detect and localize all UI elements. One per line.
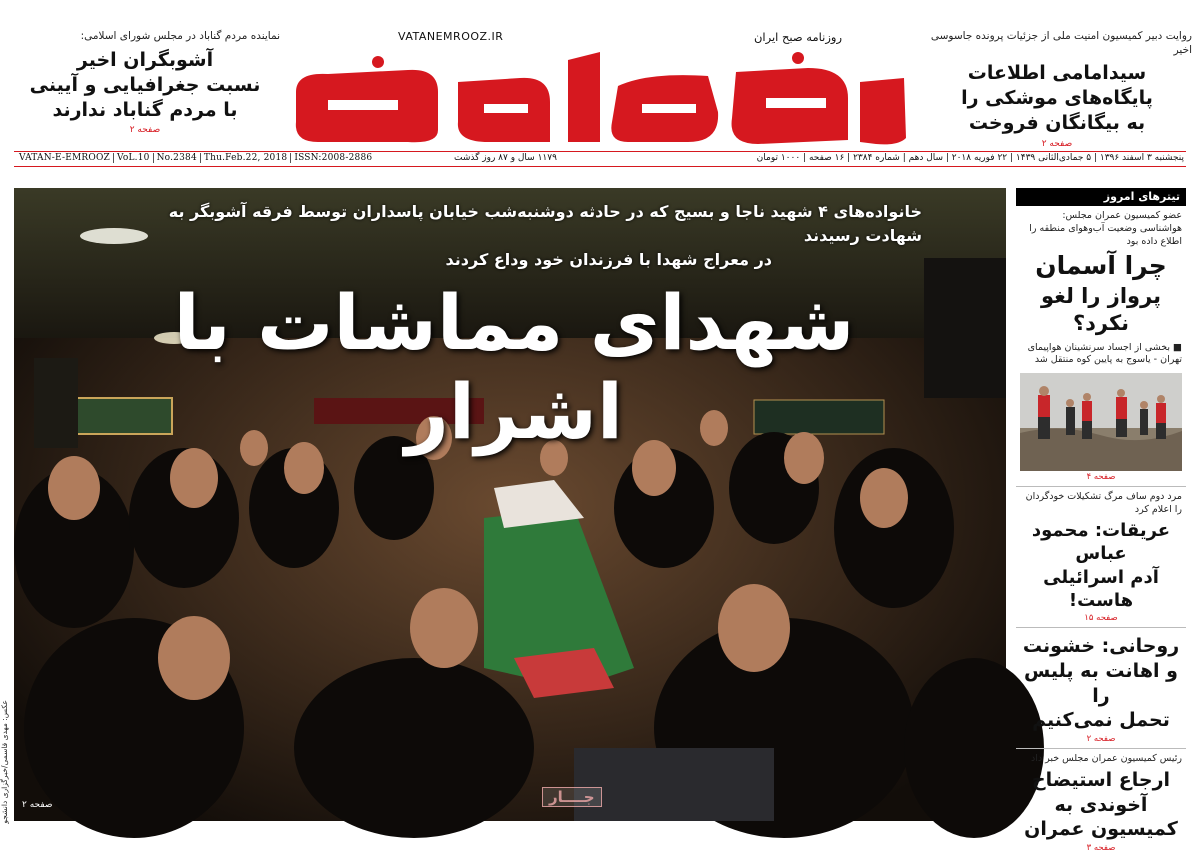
- sidebar-story-4[interactable]: [1016, 749, 1186, 857]
- sidebar-page: صفحه ۴: [1086, 472, 1116, 483]
- sidebar-story-3[interactable]: [1016, 628, 1186, 749]
- sidebar-page: صفحه ۳: [1086, 842, 1116, 853]
- sidebar-title: [1020, 250, 1182, 337]
- dateline-english: [16, 152, 375, 165]
- teaser-left-page: صفحه ۲: [129, 124, 161, 135]
- sidebar-title: [1020, 519, 1182, 613]
- sidebar-title-line: روحانی: خشونت: [1022, 635, 1180, 658]
- sidebar-story-2[interactable]: [1016, 487, 1186, 628]
- sidebar-header: تیترهای امروز: [1016, 188, 1186, 206]
- sidebar-kicker: رئیس کمیسیون عمران مجلس خبر داد: [1031, 753, 1182, 765]
- sidebar-page: صفحه ۱۵: [1084, 613, 1118, 624]
- dateline-en-item: ISSN:2008-2886: [294, 153, 373, 163]
- dateline-en-item: VATAN-E-EMROOZ: [16, 153, 114, 163]
- watermark-logo: جــــار: [542, 787, 602, 807]
- dateline-en-item: No.2384: [154, 153, 201, 163]
- teaser-right-line: پایگاه‌های موشکی را: [961, 87, 1153, 110]
- lead-line-2: در معراج شهدا با فرزندان خود وداع کردند: [445, 250, 772, 269]
- sidebar-title-line: و اهانت به پلیس را: [1024, 660, 1178, 707]
- dateline-en-item: VoL.10: [114, 153, 154, 163]
- teaser-left[interactable]: [10, 30, 280, 135]
- dateline-issue-count: ۱۱۷۹ سال و ۸۷ روز گذشت: [454, 153, 557, 163]
- teaser-right-kicker: روایت دبیر کمیسیون امنیت ملی از جزئیات پرونده جاسوسی اخیر: [930, 30, 1192, 56]
- dateline: [14, 151, 1186, 167]
- teaser-right-line: سیدامامی اطلاعات: [967, 62, 1147, 85]
- dateline-persian: پنجشنبه ۳ اسفند ۱۳۹۶ | ۵ جمادی‌الثانی ۱۴۳۹ | ۲۲ فوریه ۲۰۱۸ | سال دهم | شماره ۲۳۸۴ | ۱۶ صفحه | ۱۰۰۰ تومان: [756, 153, 1184, 163]
- masthead: [0, 0, 1200, 163]
- rescue-photo: [1020, 373, 1182, 471]
- teaser-left-kicker: نماینده مردم گناباد در مجلس شورای اسلامی:: [80, 30, 280, 42]
- sidebar-title-line: تحمل نمی‌کنیم: [1032, 709, 1170, 732]
- logo-wordmark: [288, 52, 912, 148]
- sidebar-bullet: ■ بخشی از اجساد سرنشینان هواپیمای تهران - یاسوج به پایین کوه منتقل شد: [1027, 341, 1182, 366]
- main-page-ref: صفحه ۲: [22, 800, 53, 810]
- sidebar-kicker: عضو کمیسیون عمران مجلس: هواشناسی وضعیت آب‌وهوای منطقه را اطلاع داده بود: [1029, 210, 1182, 247]
- sidebar-title-line: ارجاع استیضاح: [1031, 768, 1171, 791]
- teaser-left-line: نسبت جغرافیایی و آیینی: [29, 73, 261, 96]
- logo-subtitle: روزنامه صبح ایران: [753, 30, 842, 44]
- teaser-left-line: با مردم گناباد ندارند: [52, 98, 238, 121]
- newspaper-logo[interactable]: [288, 8, 912, 148]
- sidebar-title-line: چرا آسمان: [1035, 251, 1167, 281]
- sidebar-title-line: کمیسیون عمران: [1024, 818, 1178, 841]
- lead-line-1: خانواده‌های ۴ شهید ناجا و بسیج که در حادثه دوشنبه‌شب خیابان پاسداران توسط فرقه آشوبگر به شهادت رسیدند: [168, 202, 922, 245]
- sidebar-title-line: عریقات: محمود عباس: [1031, 519, 1171, 565]
- website-url[interactable]: VATANEMROOZ.IR: [398, 30, 504, 43]
- sidebar-page: صفحه ۲: [1086, 734, 1116, 745]
- teaser-right-line: به بیگانگان فروخت: [968, 112, 1146, 135]
- sidebar-story-1[interactable]: [1016, 206, 1186, 487]
- teaser-right-page: صفحه ۲: [1041, 138, 1073, 149]
- teaser-right-headline: [922, 61, 1192, 136]
- teaser-left-headline: [10, 48, 280, 123]
- sidebar-kicker: مرد دوم ساف مرگ تشکیلات خودگردان را اعلام کرد: [1025, 491, 1182, 515]
- sidebar-title-line: آخوندی به: [1054, 793, 1148, 816]
- dateline-en-item: Thu.Feb.22, 2018: [201, 153, 291, 163]
- photo-credit: عکس: مهدی قاسمی/خبرگزاری دانشجو: [0, 700, 9, 824]
- sidebar-title: [1020, 634, 1182, 733]
- sidebar-title: [1020, 768, 1182, 842]
- teaser-right[interactable]: [922, 30, 1192, 149]
- sidebar-title-line: پرواز را لغو نکرد؟: [1040, 283, 1162, 336]
- teaser-left-line: آشوبگران اخیر: [76, 48, 214, 71]
- sidebar-title-line: آدم اسرائیلی هاست!: [1043, 566, 1159, 611]
- headlines-sidebar: [1016, 188, 1186, 853]
- lead-paragraph: [162, 200, 922, 272]
- main-headline[interactable]: شهدای مماشات با اشرار: [173, 278, 855, 456]
- main-story[interactable]: [14, 188, 1006, 821]
